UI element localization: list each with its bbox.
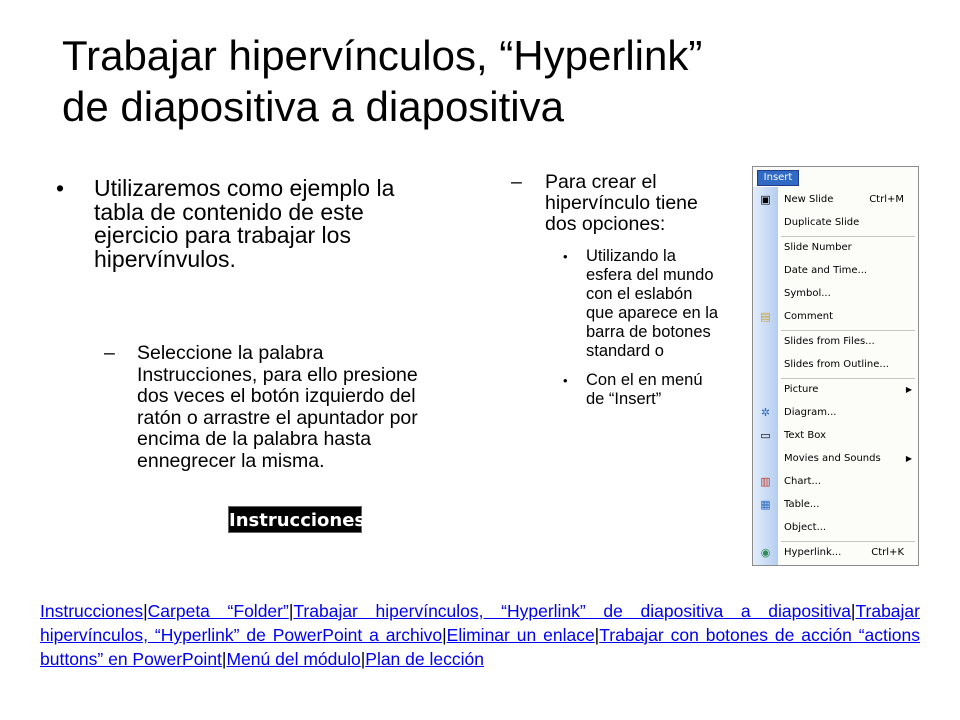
menu-item-label: Hyperlink... (784, 547, 842, 558)
link-hipervinculos-diapositiva[interactable]: Trabajar hipervínculos, “Hyperlink” de diapositiva a diapositiva (293, 601, 851, 621)
menu-item-text-box[interactable] (753, 425, 918, 446)
comment-icon: ▤ (760, 310, 771, 323)
menu-item-shortcut: Ctrl+M (869, 194, 904, 205)
sub-bullet-dash: – (511, 171, 522, 193)
link-separator: | (143, 601, 148, 621)
menu-item-slides-from-outline[interactable] (753, 354, 918, 375)
link-instrucciones[interactable]: Instrucciones (40, 601, 144, 621)
list-item (563, 371, 721, 409)
slide-title-line2: de diapositiva a diapositiva (62, 83, 564, 130)
menu-item-chart[interactable] (753, 471, 918, 492)
menu-item-label: Slides from Files... (784, 336, 875, 347)
link-separator: | (221, 649, 227, 669)
table-icon: ▦ (760, 498, 771, 511)
menu-item-hyperlink[interactable] (753, 542, 918, 563)
sub-bullet-dash: – (104, 342, 115, 364)
link-botones-accion[interactable]: Trabajar con botones de acción “actions buttons” en PowerPoint (40, 625, 920, 669)
menu-item-picture[interactable] (753, 379, 918, 400)
list-item-text: Con el en menú de “Insert” (586, 371, 703, 408)
right-sub-bullet (511, 172, 721, 235)
menu-item-label: Diagram... (784, 407, 837, 418)
diagram-icon: ✲ (760, 406, 771, 419)
main-bullet-text: Utilizaremos como ejemplo la tabla de contenido de este ejercicio para trabajar los hipervínvulos. (94, 175, 395, 272)
menu-item-comment[interactable] (753, 306, 918, 327)
bullet-dot: • (56, 175, 65, 201)
main-sub-bullet (104, 343, 434, 472)
instrucciones-highlight: Instrucciones (228, 506, 362, 533)
right-column (511, 172, 721, 419)
link-separator: | (288, 601, 294, 621)
link-separator: | (594, 625, 600, 645)
chart-icon: ▥ (760, 475, 771, 488)
link-eliminar-enlace[interactable]: Eliminar un enlace (446, 625, 595, 645)
menu-item-label: Comment (784, 311, 833, 322)
bullet-dot: • (563, 373, 568, 388)
menu-item-shortcut: Ctrl+K (871, 547, 904, 558)
menu-item-object[interactable] (753, 517, 918, 538)
slide-title-line1: Trabajar hipervínculos, “Hyperlink” (62, 32, 703, 79)
insert-menu-screenshot (752, 166, 919, 566)
right-bullet-list (563, 247, 721, 409)
menu-item-diagram[interactable] (753, 402, 918, 423)
menu-item-duplicate-slide[interactable] (753, 212, 918, 233)
menu-item-label: Slide Number (784, 242, 852, 253)
main-bullet (56, 177, 436, 271)
link-plan-leccion[interactable]: Plan de lección (365, 649, 484, 669)
link-carpeta-folder[interactable]: Carpeta “Folder” (147, 601, 289, 621)
text-box-icon: ▭ (760, 429, 771, 442)
menu-item-label: Duplicate Slide (784, 217, 860, 228)
bullet-dot: • (563, 249, 568, 264)
link-separator: | (442, 625, 447, 645)
link-separator: | (850, 601, 856, 621)
list-item (563, 247, 721, 361)
right-sub-bullet-text: Para crear el hipervínculo tiene dos opciones: (545, 171, 698, 235)
menu-item-label: Picture (784, 384, 819, 395)
menu-item-date-time[interactable] (753, 260, 918, 281)
menu-item-label: Symbol... (784, 288, 831, 299)
menu-item-label: Text Box (784, 430, 826, 441)
submenu-arrow-icon: ▶ (905, 454, 912, 463)
link-menu-modulo[interactable]: Menú del módulo (226, 649, 361, 669)
menu-item-symbol[interactable] (753, 283, 918, 304)
new-slide-icon: ▣ (760, 193, 771, 206)
slide-title (62, 30, 922, 132)
menu-item-label: Chart... (784, 476, 822, 487)
link-separator: | (360, 649, 366, 669)
menu-item-slides-from-files[interactable] (753, 331, 918, 352)
navigation-links (40, 599, 920, 671)
hyperlink-globe-icon: ◉ (760, 546, 771, 559)
link-hipervinculos-archivo[interactable]: Trabajar hipervínculos, “Hyperlink” de PowerPoint a archivo (40, 601, 920, 645)
menu-item-label: Object... (784, 522, 827, 533)
menu-item-slide-number[interactable] (753, 237, 918, 258)
menu-item-new-slide[interactable] (753, 189, 918, 210)
menu-item-movies-sounds[interactable] (753, 448, 918, 469)
menu-item-label: Movies and Sounds (784, 453, 881, 464)
main-sub-bullet-text: Seleccione la palabra Instrucciones, para ello presione dos veces el botón izquierdo del ratón o arrastre el apuntador por encima de la palabra hasta ennegrecer la misma. (137, 342, 418, 472)
menu-item-label: New Slide (784, 194, 834, 205)
menu-item-label: Table... (784, 499, 820, 510)
menu-item-label: Slides from Outline... (784, 359, 889, 370)
list-item-text: Utilizando la esfera del mundo con el eslabón que aparece en la barra de botones standard o (586, 247, 719, 360)
submenu-arrow-icon: ▶ (905, 385, 912, 394)
menu-item-label: Date and Time... (784, 265, 868, 276)
menu-item-table[interactable] (753, 494, 918, 515)
menu-header-insert[interactable]: Insert (757, 170, 799, 186)
